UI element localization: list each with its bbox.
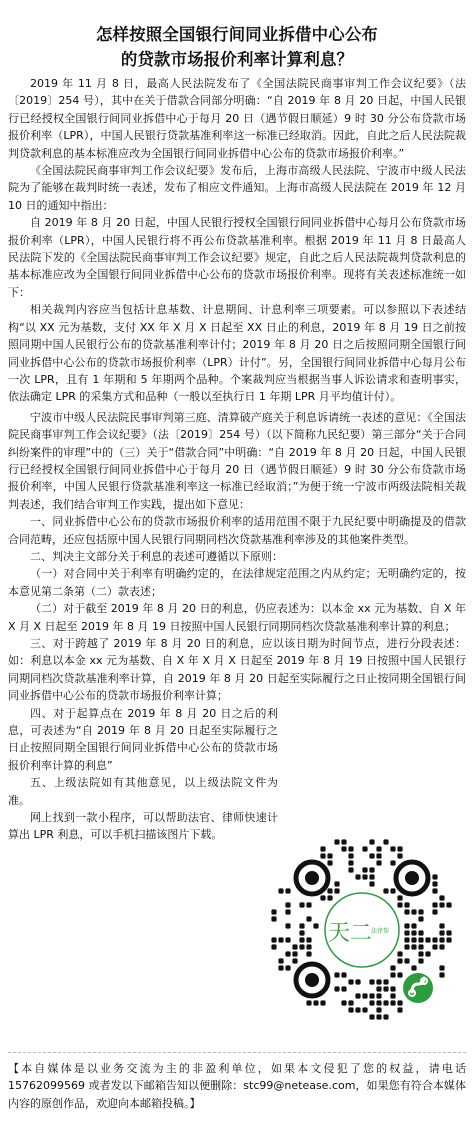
qr-module: [320, 853, 325, 858]
qr-module: [334, 972, 339, 977]
footer-notice: 【本自媒体是以业务交流为主的非盈利单位，如果本文侵犯了您的权益，请电话15762099569 或者发以下邮箱告知以便删除：stc99@netease.com，如果您有符合本媒体内容的原创作品，欢迎向本邮箱投稿。】: [8, 1062, 466, 1110]
qr-module: [306, 951, 311, 956]
paragraph-3: 自 2019 年 8 月 20 日起，中国人民银行授权全国银行间同业拆借中心每月公布贷款市场报价利率（LPR），中国人民银行将不再公布贷款基准利率。根据 2019 年 11 月 8 日最高人民法院下发的《全国法院民商事审判工作会议纪要》规定，自此之后人民法院裁判贷款利息的基本标准应改为全国银行间同业拆借中心公布的贷款市场报价利率。现将有关表述标准统一如下：: [8, 216, 466, 299]
qr-module: [376, 853, 381, 858]
qr-module: [278, 958, 283, 963]
qr-module: [418, 937, 423, 942]
qr-module: [376, 993, 381, 998]
paragraph-1: 2019 年 11 月 8 日，最高人民法院发布了《全国法院民商事审判工作会议纪要》（法〔2019〕254 号），其中在关于借款合同部分明确：“自 2019 年 8 月 20 日起，中国人民银行已经授权全国银行间同业拆借中心于每月 20 日（遇节假日顺延）9 时 30 分公布贷款市场报价利率（LPR），中国人民银行贷款基准利率这一标准已经取消。因此，自此之后人民法院裁判贷款利息的基本标准应改为全国银行间同业拆借中心公布的贷款市场报价利率。”: [8, 77, 466, 160]
qr-module: [390, 965, 395, 970]
qr-module: [271, 909, 276, 914]
qr-module: [306, 937, 311, 942]
qr-module: [369, 839, 374, 844]
qr-module: [341, 972, 346, 977]
qr-module: [432, 909, 437, 914]
footer-divider: [8, 1052, 466, 1053]
qr-module: [425, 937, 430, 942]
qr-module: [446, 902, 451, 907]
qr-module: [362, 874, 367, 879]
qr-module: [446, 937, 451, 942]
paragraph-11: 四、对于起算点在 2019 年 8 月 20 日之后的利息，可表述为“自 2019 年 8 月 20 日起至实际履行之日止按照同期全国银行间同业拆借中心公布的贷款市场报价利率计算的利息”: [8, 706, 278, 772]
qr-module: [397, 1000, 402, 1005]
qr-module: [390, 972, 395, 977]
qr-module: [369, 874, 374, 879]
qr-module: [278, 965, 283, 970]
qr-module: [397, 958, 402, 963]
qr-module: [418, 951, 423, 956]
qr-module: [439, 944, 444, 949]
qr-module: [376, 1007, 381, 1012]
qr-module: [411, 923, 416, 928]
qr-module: [404, 909, 409, 914]
qr-module: [432, 888, 437, 893]
qr-module: [285, 902, 290, 907]
qr-module: [397, 951, 402, 956]
qr-module: [390, 888, 395, 893]
qr-module: [341, 846, 346, 851]
qr-module: [341, 986, 346, 991]
qr-module: [369, 979, 374, 984]
qr-module: [313, 923, 318, 928]
qr-module: [418, 916, 423, 921]
qr-module: [383, 888, 388, 893]
article-title: [0, 22, 474, 72]
qr-module: [306, 916, 311, 921]
qr-module: [285, 909, 290, 914]
qr-module: [355, 874, 360, 879]
qr-module: [418, 930, 423, 935]
qr-module: [306, 944, 311, 949]
qr-module: [271, 944, 276, 949]
qr-module: [306, 902, 311, 907]
qr-module: [432, 937, 437, 942]
qr-module: [362, 846, 367, 851]
qr-module: [327, 853, 332, 858]
qr-module: [404, 944, 409, 949]
qr-module: [355, 1007, 360, 1012]
qr-module: [292, 944, 297, 949]
qr-module: [292, 958, 297, 963]
qr-module: [299, 923, 304, 928]
qr-module: [390, 993, 395, 998]
qr-module: [341, 839, 346, 844]
qr-module: [376, 860, 381, 865]
qr-module: [348, 853, 353, 858]
qr-badge-text: 法律帮: [370, 928, 390, 935]
qr-module: [327, 888, 332, 893]
qr-module: [404, 923, 409, 928]
qr-module: [355, 979, 360, 984]
qr-module: [334, 881, 339, 886]
qr-module: [369, 881, 374, 886]
qr-module: [397, 895, 402, 900]
qr-module: [383, 839, 388, 844]
qr-module: [271, 937, 276, 942]
paragraph-2: 《全国法院民商事审判工作会议纪要》发布后，上海市高级人民法院、宁波市中级人民法院为了能够在裁判时统一表述，发布了相应文件通知。上海市高级人民法院在 2019 年 12 月 10 日的通知中指出：: [8, 164, 466, 212]
qr-module: [397, 1007, 402, 1012]
qr-module: [369, 853, 374, 858]
qr-module: [320, 846, 325, 851]
mini-program-icon: [403, 973, 433, 1003]
qr-module: [439, 937, 444, 942]
qr-module: [348, 1007, 353, 1012]
qr-module: [327, 860, 332, 865]
qr-module: [320, 1000, 325, 1005]
qr-module: [271, 916, 276, 921]
qr-module: [341, 1000, 346, 1005]
qr-module: [383, 1014, 388, 1019]
article-body: [8, 75, 466, 844]
qr-module: [404, 902, 409, 907]
qr-module: [348, 1000, 353, 1005]
qr-module: [383, 1000, 388, 1005]
qr-module: [376, 1000, 381, 1005]
qr-module: [285, 965, 290, 970]
qr-module: [362, 993, 367, 998]
qr-module: [285, 937, 290, 942]
qr-module: [411, 909, 416, 914]
qr-module: [404, 930, 409, 935]
qr-module: [439, 902, 444, 907]
qr-module: [299, 902, 304, 907]
title-line-2: 的贷款市场报价利率计算利息？: [120, 50, 354, 69]
qr-module: [348, 979, 353, 984]
qr-module: [446, 930, 451, 935]
qr-module: [390, 860, 395, 865]
qr-module: [327, 895, 332, 900]
paragraph-9: （二）对于截至 2019 年 8 月 20 日的利息，仍应表述为：以本金 xx 元为基数、自 X 年 X 月 X 日起至 2019 年 8 月 19 日按照中国人民银行同期同档次贷款基准利率计算的利息；: [8, 602, 466, 633]
qr-module: [418, 909, 423, 914]
qr-module: [397, 972, 402, 977]
paragraph-4: 相关裁判内容应当包括计息基数、计息期间、计息利率三项要素。可以参照以下表述结构“以 XX 元为基数，支付 XX 年 X 月 X 日起至 XX 日止的利息，2019 年 8 月 19 日之前按照同期中国人民银行公布的贷款基准利率计付；2019 年 8 月 20 日之后按照同期全国银行间同业拆借中心公布的贷款市场报价利率（LPR）计付”。另，全国银行间同业拆借中心每月公布一次 LPR，且有 1 年期和 5 年期两个品种。个案裁判应当根据当事人诉讼请求和查明事实，依法确定 LPR 的采集方式和品种（一般以至执行日 1 年期 LPR 月平均值计付）。: [8, 303, 466, 404]
qr-module: [334, 888, 339, 893]
qr-module: [383, 979, 388, 984]
qr-module: [285, 923, 290, 928]
qr-module: [376, 1014, 381, 1019]
qr-module: [313, 1000, 318, 1005]
qr-module: [432, 902, 437, 907]
qr-module: [285, 888, 290, 893]
qr-module: [278, 937, 283, 942]
paragraph-12: 五、上级法院如有其他意见，以上级法院文件为准。: [8, 776, 278, 807]
qr-module: [369, 1014, 374, 1019]
qr-module: [418, 958, 423, 963]
qr-module: [299, 930, 304, 935]
qr-module: [362, 1007, 367, 1012]
qr-module: [390, 846, 395, 851]
qr-module: [334, 986, 339, 991]
mini-program-qr-code[interactable]: [262, 830, 462, 1030]
qr-module: [397, 853, 402, 858]
qr-module: [390, 986, 395, 991]
qr-module: [411, 930, 416, 935]
qr-module: [348, 867, 353, 872]
qr-module: [376, 986, 381, 991]
qr-module: [376, 979, 381, 984]
qr-module: [355, 993, 360, 998]
title-line-1: 怎样按照全国银行间同业拆借中心公布: [95, 25, 379, 44]
qr-module: [404, 958, 409, 963]
qr-module: [425, 951, 430, 956]
qr-center-logo: 天二: [327, 921, 373, 946]
qr-module: [369, 867, 374, 872]
qr-module: [334, 839, 339, 844]
qr-module: [348, 860, 353, 865]
qr-module: [432, 881, 437, 886]
qr-module: [439, 965, 444, 970]
paragraph-5: 宁波市中级人民法院民事审判第三庭、清算破产庭关于利息诉请统一表述的意见：《全国法院民商事审判工作会议纪要》（法〔2019〕254 号）（以下简称九民纪要）第三部分“关于合同纠纷案件的审理”中的（三）关于“借款合同”中明确：“自 2019 年 8 月 20 日起，中国人民银行已经授权全国银行间同业拆借中心于每月 20 日（遇节假日顺延）9 时 30 分公布贷款市场报价利率，中国人民银行贷款基准利率这一标准已经取消；”为便于统一宁波市两级法院相关裁判表述，我们结合审判工作实践，提出如下意见：: [8, 410, 466, 511]
qr-module: [348, 846, 353, 851]
qr-module: [439, 930, 444, 935]
qr-module: [418, 944, 423, 949]
qr-module: [411, 965, 416, 970]
qr-module: [285, 951, 290, 956]
qr-module: [299, 944, 304, 949]
qr-module: [404, 937, 409, 942]
qr-module: [369, 993, 374, 998]
qr-module: [397, 846, 402, 851]
qr-module: [411, 944, 416, 949]
qr-module: [439, 923, 444, 928]
paragraph-7: 二、判决主文部分关于利息的表述可遵循以下原则：: [30, 549, 283, 563]
qr-module: [383, 986, 388, 991]
qr-module: [299, 937, 304, 942]
paragraph-8: （一）对合同中关于利率有明确约定的，在法律规定范围之内从约定；无明确约定的，按本意见第二条第（二）款表述；: [8, 567, 466, 598]
qr-module: [292, 951, 297, 956]
qr-module: [320, 895, 325, 900]
qr-module: [306, 1000, 311, 1005]
qr-module: [411, 937, 416, 942]
paragraph-10: 三、对于跨越了 2019 年 8 月 20 日的利息，应以该日期为时间节点，进行分段表述：如：利息以本金 xx 元为基数、自 X 年 X 月 X 日起至 2019 年 8 月 19 日按照中国人民银行同期同档次贷款基准利率计算，自 2019 年 8 月 20 日起至实际履行之日止按同期全国银行间同业拆借中心公布的贷款市场报价利率计算；: [8, 637, 466, 703]
qr-module: [432, 874, 437, 879]
qr-module: [390, 1000, 395, 1005]
paragraph-13: 网上找到一款小程序，可以帮助法官、律师快速计算出 LPR 利息，可以手机扫描该图片下载。: [8, 811, 278, 842]
qr-module: [376, 846, 381, 851]
qr-module: [278, 888, 283, 893]
qr-module: [362, 867, 367, 872]
qr-module: [439, 895, 444, 900]
qr-module: [369, 1000, 374, 1005]
qr-module: [432, 944, 437, 949]
paragraph-6: 一、同业拆借中心公布的贷款市场报价利率的适用范围不限于九民纪要中明确提及的借款合同范畴，还应包括原中国人民银行同期同档次贷款基准利率涉及的其他案件类型。: [8, 515, 466, 546]
qr-module: [439, 972, 444, 977]
qr-module: [397, 902, 402, 907]
